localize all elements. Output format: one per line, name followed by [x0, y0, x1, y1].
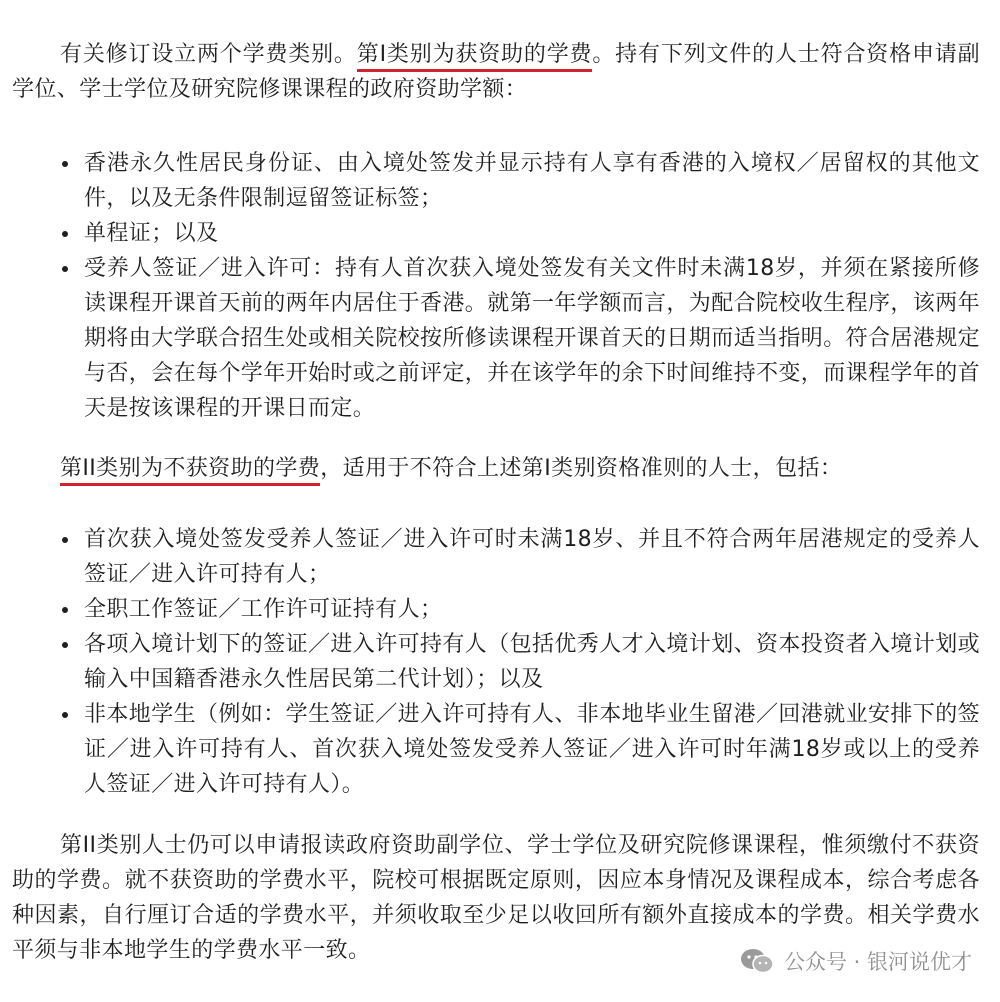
category2-intro-paragraph: [12, 451, 980, 486]
list-item: [60, 697, 980, 802]
list-item: [60, 627, 980, 697]
intro-paragraph: [12, 37, 980, 107]
list-item: [60, 592, 980, 627]
closing-paragraph: 第II类别人士仍可以申请报读政府资助副学位、学士学位及研究院修课课程，惟须缴付不获资助的学费。就不获资助的学费水平，院校可根据既定原则，因应本身情况及课程成本，综合考虑各种因素，自行厘订合适的学费水平，并须收取至少足以收回所有额外直接成本的学费。相关学费水平须与非本地学生的学费水平一致。: [12, 833, 980, 963]
wechat-icon: [740, 948, 774, 974]
list-item: [60, 251, 980, 426]
bullet-icon: [62, 607, 68, 613]
category2-intro-suffix: ，适用于不符合上述第I类别资格准则的人士，包括：: [320, 456, 843, 481]
list-item: [60, 216, 980, 251]
bullet-icon: [62, 537, 68, 543]
bullet-icon: [62, 266, 68, 272]
intro-prefix: 有关修订设立两个学费类别。: [60, 42, 357, 67]
list-item-text: 首次获入境处签发受养人签证／进入许可时未满18岁、并且不符合两年居港规定的受养人签证／进入许可持有人；: [84, 527, 980, 587]
category2-highlight: 第II类别为不获资助的学费: [60, 456, 320, 486]
bullet-icon: [62, 642, 68, 648]
list-item-text: 受养人签证／进入许可：持有人首次获入境处签发有关文件时未满18岁，并须在紧接所修读课程开课首天前的两年内居住于香港。就第一年学额而言，为配合院校收生程序，该两年期将由大学联合招生处或相关院校按所修读课程开课首天的日期而适当指明。符合居港规定与否，会在每个学年开始时或之前评定，并在该学年的余下时间维持不变，而课程学年的首天是按该课程的开课日而定。: [84, 256, 981, 421]
category1-highlight: 第I类别为获资助的学费: [357, 42, 593, 72]
list-item: [60, 522, 980, 592]
category1-list: [60, 146, 980, 426]
list-item-text: 非本地学生（例如：学生签证／进入许可持有人、非本地毕业生留港／回港就业安排下的签证／进入许可持有人、首次获入境处签发受养人签证／进入许可时年满18岁或以上的受养人签证／进入许可持有人）。: [84, 702, 981, 797]
category2-list: [60, 522, 980, 802]
bullet-icon: [62, 161, 68, 167]
bullet-icon: [62, 712, 68, 718]
list-item-text: 单程证；以及: [84, 221, 219, 246]
list-item-text: 全职工作签证／工作许可证持有人；: [84, 597, 443, 622]
watermark: [740, 946, 972, 976]
list-item-text: 香港永久性居民身份证、由入境处签发并显示持有人享有香港的入境权／居留权的其他文件，以及无条件限制逗留签证标签；: [84, 151, 980, 211]
watermark-text: 公众号 · 银河说优才: [783, 950, 972, 974]
intro-suffix: 。持有下列文件的人士符合资格申请副学位、学士学位及研究院修课课程的政府资助学额：: [12, 42, 980, 102]
list-item: [60, 146, 980, 216]
bullet-icon: [62, 231, 68, 237]
list-item-text: 各项入境计划下的签证／进入许可持有人（包括优秀人才入境计划、资本投资者入境计划或输入中国籍香港永久性居民第二代计划）；以及: [84, 632, 981, 692]
